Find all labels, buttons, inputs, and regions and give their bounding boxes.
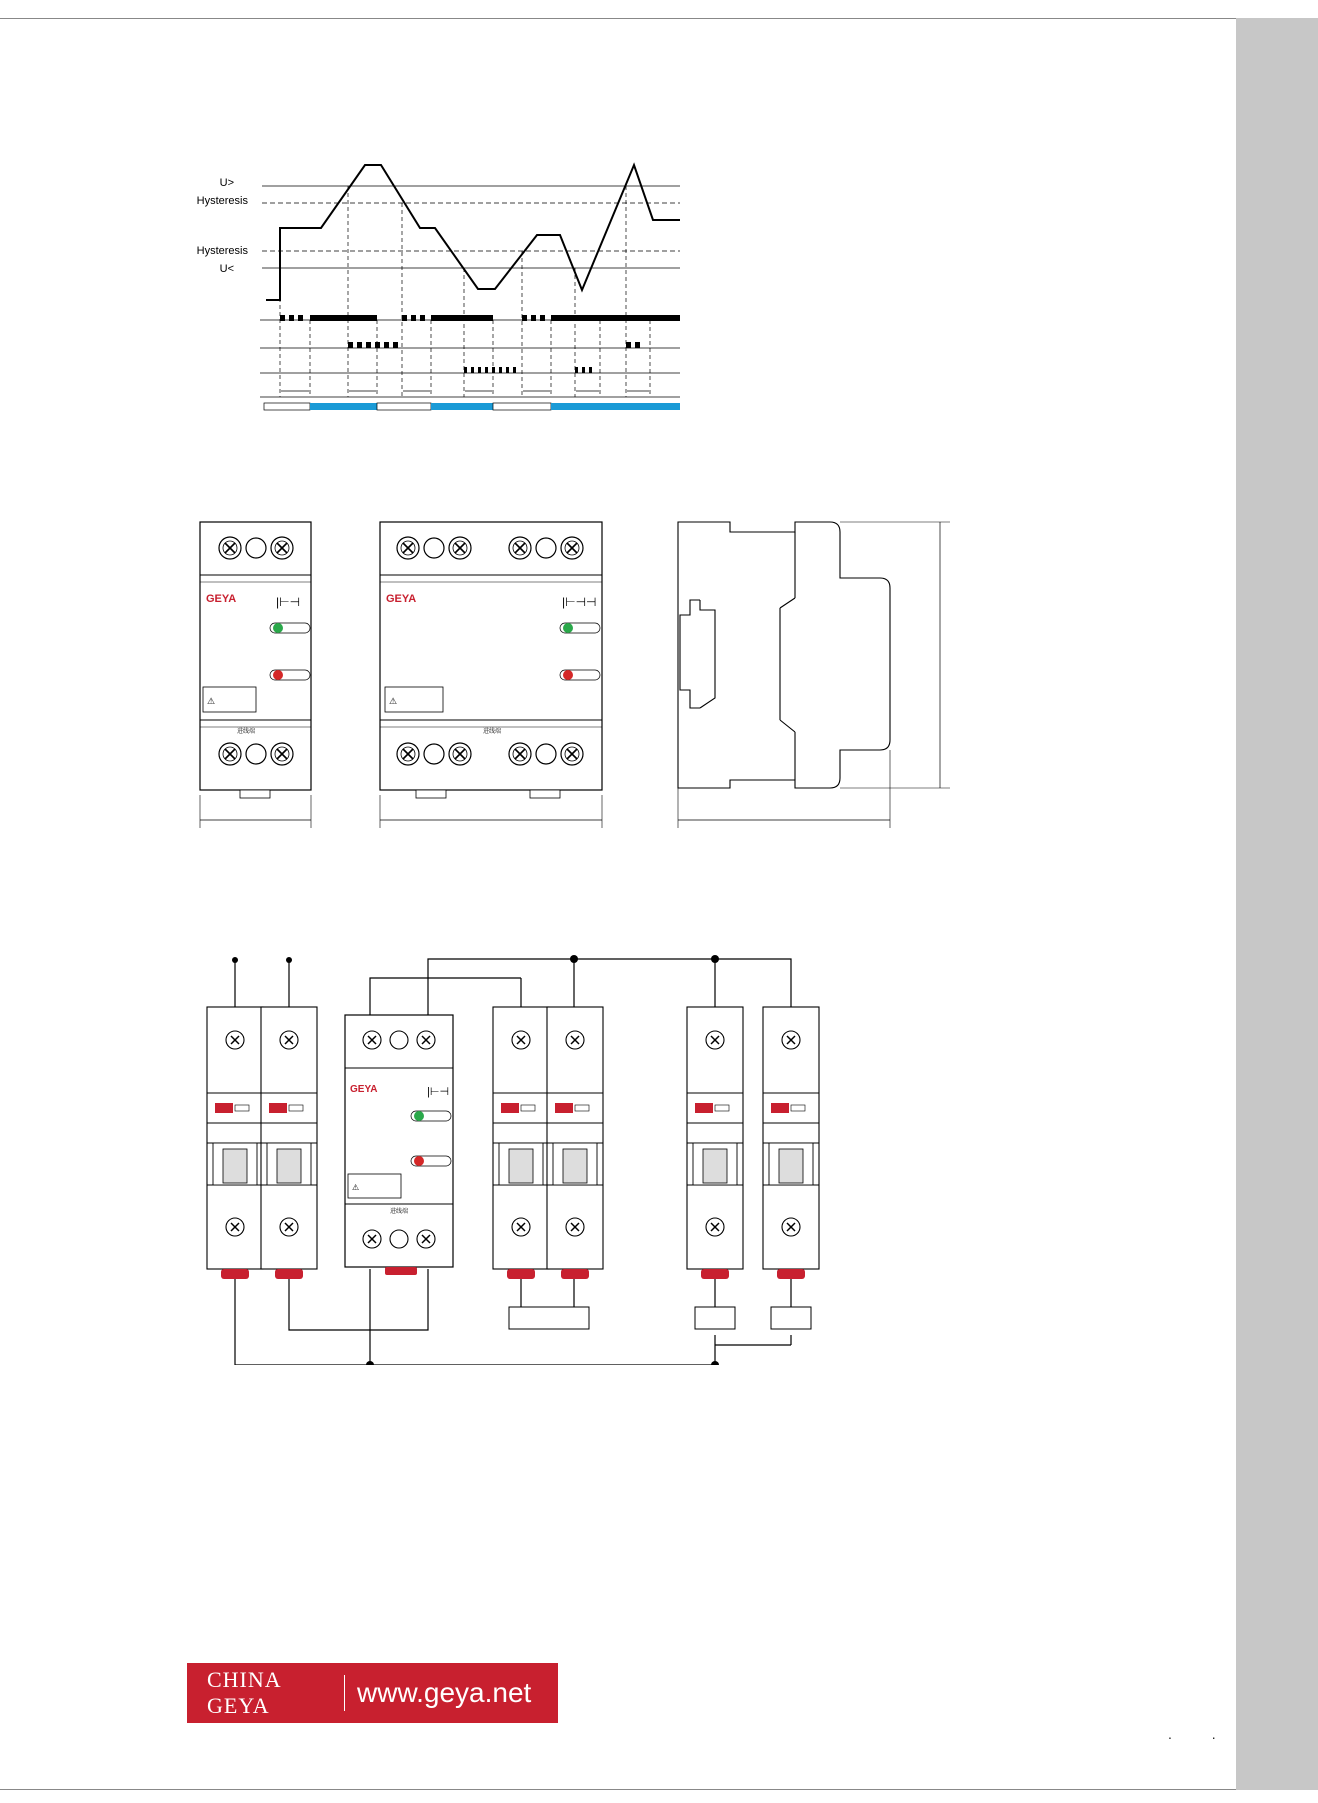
tag-label-3: 进线端 [389,1209,409,1215]
brand-banner [187,1663,558,1723]
timing-diagram [180,160,700,420]
led-green [273,623,283,633]
label-u-over: U> [219,177,234,189]
front-view-double [380,522,602,828]
brand-logo: GEYA [206,593,237,605]
brand-logo-2: GEYA [386,593,417,605]
label-hysteresis-top: Hysteresis [196,195,248,207]
tag-label-2: 进线端 [482,729,502,735]
label-hysteresis-bottom: Hysteresis [196,245,248,257]
voltage-curve [266,165,680,300]
tag-label: 进线端 [236,729,256,735]
warning-icon: ⚠ [207,696,216,706]
page-dots: . . [1168,1726,1234,1742]
svg-text:|⊢⊣: |⊢⊣ [427,1086,450,1098]
right-sidebar [1236,18,1318,1790]
relay-symbol: |⊢⊣ [276,595,301,609]
company-name: CHINA GEYA [207,1667,281,1718]
breaker-right-3 [687,1007,743,1279]
breaker-right-2 [547,1007,603,1279]
wiring-diagram [195,945,835,1365]
svg-text:⚠: ⚠ [352,1183,360,1192]
led-red [273,670,283,680]
label-u-under: U< [219,263,234,275]
side-view [678,522,950,828]
breaker-left-1 [207,1007,263,1279]
website-link[interactable]: www.geya.net [357,1677,532,1708]
breaker-right-1 [493,1007,549,1279]
breaker-right-4 [763,1007,819,1279]
front-view-single [200,522,311,828]
breaker-left-2 [261,1007,317,1279]
relay-module [345,1015,453,1275]
svg-text:⚠: ⚠ [389,696,398,706]
brand-logo-3: GEYA [350,1084,378,1095]
relay-symbol-2: |⊢⊣⊣ [562,595,597,609]
footer-line [0,1789,1236,1790]
dimension-views [190,510,980,830]
brand-separator [344,1675,345,1711]
